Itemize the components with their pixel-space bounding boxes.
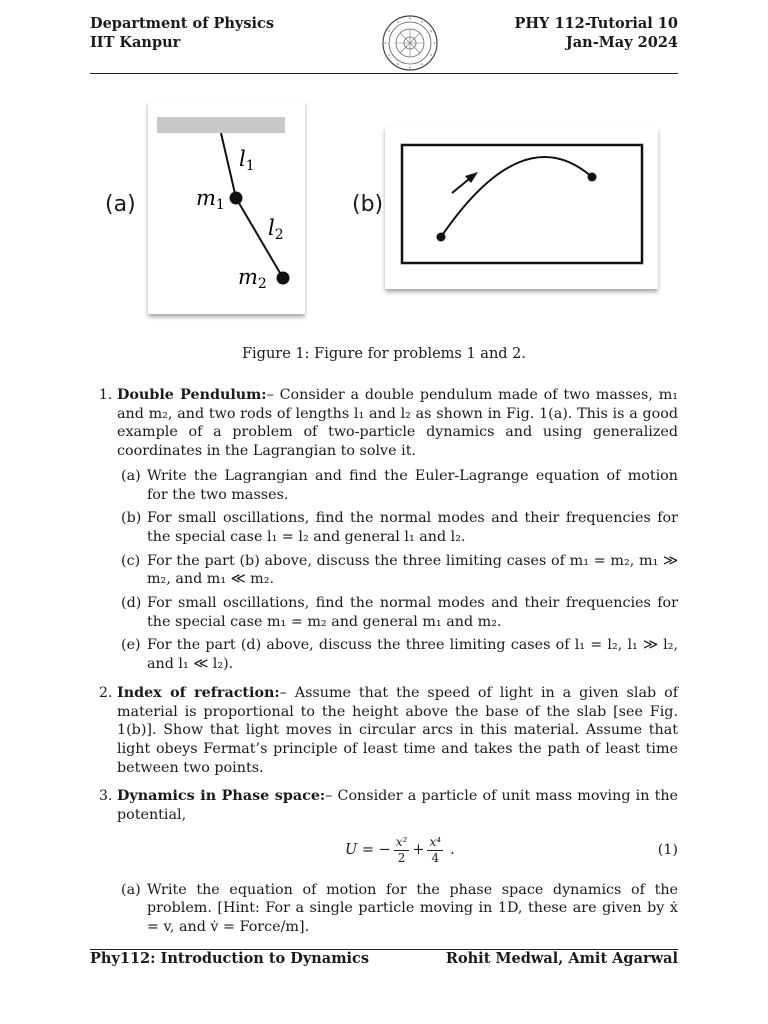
figure-panel-a	[148, 101, 305, 314]
arc-end-point	[588, 173, 597, 182]
part-label: (c)	[121, 552, 141, 569]
label-l1	[239, 147, 255, 174]
label-l2-base: l	[268, 216, 275, 240]
problem-1-part-b	[121, 509, 678, 546]
mass-2-bob	[277, 272, 290, 285]
figure-label-b: (b)	[352, 192, 384, 217]
equation-body	[345, 829, 455, 873]
part-text: Write the Lagrangian and find the Euler-Lagrange equation of motion for the two masses.	[147, 467, 678, 503]
fraction-numerator: x²	[395, 835, 408, 850]
label-l2	[268, 216, 284, 243]
arc-start-point	[437, 233, 446, 242]
label-m1-base: m	[196, 186, 216, 210]
figure-caption: Figure 1: Figure for problems 1 and 2.	[241, 346, 527, 362]
fraction-numerator: x⁴	[429, 835, 442, 850]
label-l1-base: l	[239, 147, 246, 171]
slab-box	[402, 145, 642, 263]
label-m2-sub: 2	[257, 276, 267, 292]
problem-1-part-c	[121, 552, 678, 589]
part-text: For the part (b) above, discuss the three limiting cases of m₁ = m₂, m₁ ≫ m₂, and m₁ ≪ m₂.	[147, 552, 678, 588]
problem-3	[117, 787, 678, 937]
problem-2-title: Index of refraction:	[117, 684, 280, 701]
tutorial-title: PHY 112-Tutorial 10	[514, 15, 678, 32]
department-name: Department of Physics	[90, 15, 275, 32]
fraction-denominator: 4	[431, 851, 440, 866]
double-pendulum-diagram	[148, 101, 305, 314]
problem-1-part-d	[121, 594, 678, 631]
part-label: (b)	[121, 510, 142, 527]
problem-3-part-a	[121, 881, 678, 937]
term-label: Jan-May 2024	[565, 34, 678, 51]
footer-authors: Rohit Medwal, Amit Agarwal	[445, 950, 678, 967]
fraction-x2-over-2	[394, 835, 410, 866]
part-text: For the part (d) above, discuss the three limiting cases of l₁ = l₂, l₁ ≫ l₂, and l₁ ≪ l₂).	[147, 637, 678, 673]
equation-1	[117, 829, 678, 873]
problem-1	[117, 386, 678, 674]
part-label: (e)	[121, 637, 141, 654]
part-label: (a)	[121, 881, 141, 898]
figure-label-a: (a)	[105, 192, 136, 217]
problem-1-text: – Consider a double pendulum made of two masses, m₁ and m₂, and two rods of lengths l₁ and l₂ as shown in Fig. 1(a). This is a good example of a problem of two-particle dynamics and using generalized coordinates in the Lagrangian to solve it.	[117, 387, 679, 460]
part-text: For small oscillations, find the normal modes and their frequencies for the special case m₁ = m₂ and general m₁ and m₂.	[147, 595, 678, 630]
equation-plus: +	[412, 842, 425, 859]
refraction-slab-diagram	[385, 127, 658, 289]
label-m2	[238, 265, 267, 292]
institute-seal-logo	[381, 14, 439, 72]
problem-list	[90, 386, 678, 947]
label-l1-sub: 1	[245, 158, 255, 174]
header-left	[90, 14, 274, 52]
problem-2-text: – Assume that the speed of light in a given slab of material is proportional to the height above the base of the slab [see Fig. 1(b)]. Show that light moves in circular arcs in this material. Assume that light obeys Fermat’s principle of least time and takes the path of least time between two points.	[117, 684, 678, 776]
light-arc-path	[441, 157, 592, 237]
label-l2-sub: 2	[274, 227, 284, 243]
fraction-x4-over-4	[427, 835, 443, 866]
mass-1-bob	[230, 192, 243, 205]
fraction-denominator: 2	[397, 851, 406, 866]
problem-1-title: Double Pendulum:	[117, 387, 267, 403]
header-right	[514, 14, 678, 52]
rod-1	[221, 133, 236, 198]
part-text: Write the equation of motion for the phase space dynamics of the problem. [Hint: For a single particle moving in 1D, these are given by ẋ = v, and v̇ = Force/m].	[147, 881, 678, 936]
institute-name: IIT Kanpur	[90, 34, 181, 51]
label-m1	[196, 186, 225, 213]
figure-panel-b	[385, 127, 658, 289]
label-m1-sub: 1	[215, 197, 225, 213]
part-text: For small oscillations, find the normal modes and their frequencies for the special case l₁ = l₂ and general l₁ and l₂.	[147, 510, 678, 545]
footer-course-name: Phy112: Introduction to Dynamics	[90, 950, 370, 967]
problem-3-title: Dynamics in Phase space:	[117, 788, 326, 805]
problem-1-part-e	[121, 636, 678, 673]
part-label: (d)	[121, 595, 142, 612]
equation-number: (1)	[657, 841, 678, 858]
equation-period: .	[450, 842, 455, 859]
problem-2	[117, 684, 678, 778]
problem-3-text: – Consider a particle of unit mass moving in the potential,	[117, 788, 678, 824]
page-header	[90, 14, 678, 74]
part-label: (a)	[121, 467, 141, 484]
problem-1-part-a	[121, 467, 678, 504]
equation-lhs: U = −	[345, 842, 391, 859]
pendulum-support-bar	[157, 117, 285, 133]
header-divider	[90, 73, 678, 74]
label-m2-base: m	[238, 265, 258, 289]
